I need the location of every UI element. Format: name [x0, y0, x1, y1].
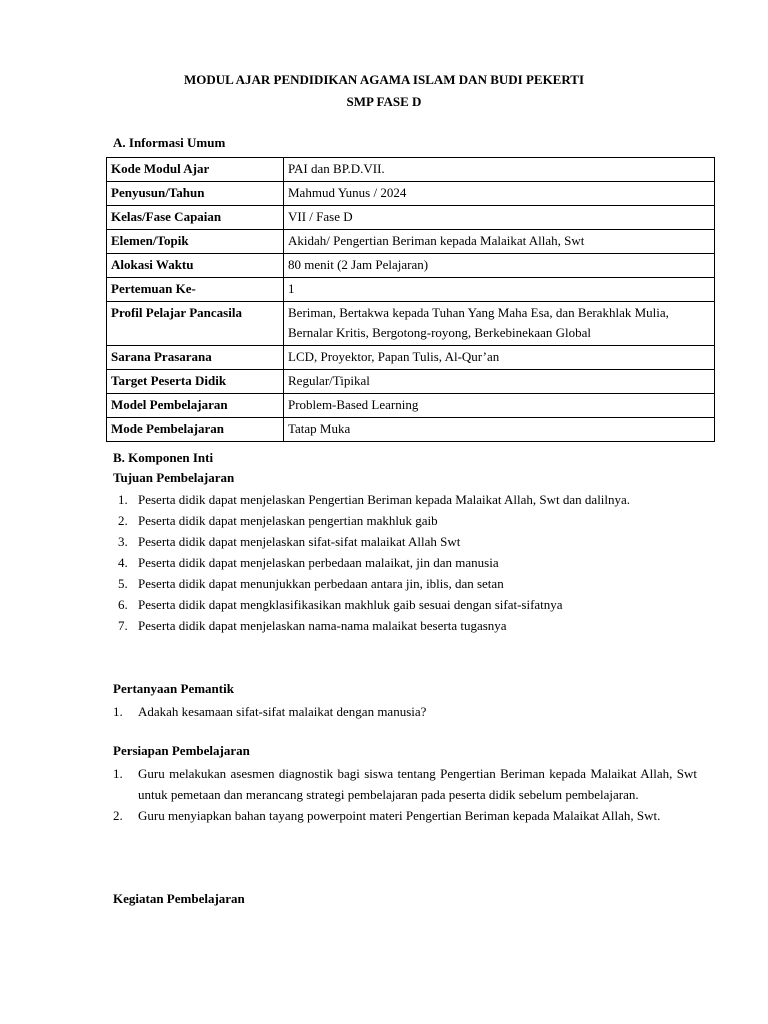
info-row: [107, 158, 715, 182]
info-value: 80 menit (2 Jam Pelajaran): [284, 254, 715, 278]
info-value: Problem-Based Learning: [284, 394, 715, 418]
tujuan-list: [118, 489, 678, 636]
list-text: Peserta didik dapat menjelaskan nama-nama malaikat beserta tugasnya: [138, 618, 507, 633]
info-value: VII / Fase D: [284, 206, 715, 230]
list-item: [113, 763, 697, 805]
info-row: [107, 182, 715, 206]
info-value: Beriman, Bertakwa kepada Tuhan Yang Maha Esa, dan Berakhlak Mulia, Bernalar Kritis, Bergotong-royong, Berkebinekaan Global: [284, 302, 715, 346]
list-number: 1.: [118, 492, 128, 507]
info-key: Elemen/Topik: [107, 230, 284, 254]
list-text: Guru melakukan asesmen diagnostik bagi siswa tentang Pengertian Beriman kepada Malaikat Allah, Swt untuk pemetaan dan merancang strategi pembelajaran pada peserta didik sebelum pembelajaran.: [138, 766, 697, 802]
list-number: 5.: [118, 576, 128, 591]
info-key: Target Peserta Didik: [107, 370, 284, 394]
info-key: Penyusun/Tahun: [107, 182, 284, 206]
info-row: [107, 230, 715, 254]
list-text: Adakah kesamaan sifat-sifat malaikat dengan manusia?: [138, 704, 427, 719]
list-item: [118, 552, 678, 573]
list-number: 7.: [118, 618, 128, 633]
list-number: 6.: [118, 597, 128, 612]
info-row: [107, 394, 715, 418]
list-number: 2.: [118, 513, 128, 528]
info-key: Kode Modul Ajar: [107, 158, 284, 182]
list-item: [118, 615, 678, 636]
document-subtitle: SMP FASE D: [346, 94, 422, 109]
info-key: Model Pembelajaran: [107, 394, 284, 418]
document-title: MODUL AJAR PENDIDIKAN AGAMA ISLAM DAN BUDI PEKERTI: [183, 72, 585, 87]
list-item: [118, 594, 678, 615]
persiapan-list: [113, 763, 697, 826]
info-row: [107, 254, 715, 278]
info-row: [107, 370, 715, 394]
info-row: [107, 418, 715, 442]
list-text: Peserta didik dapat menjelaskan perbedaan malaikat, jin dan manusia: [138, 555, 499, 570]
info-row: [107, 278, 715, 302]
section-a-heading: A. Informasi Umum: [113, 135, 226, 150]
info-key: Kelas/Fase Capaian: [107, 206, 284, 230]
section-b-heading: B. Komponen Inti: [113, 450, 214, 465]
list-number: 4.: [118, 555, 128, 570]
list-text: Peserta didik dapat menjelaskan pengertian makhluk gaib: [138, 513, 438, 528]
list-item: [118, 531, 678, 552]
list-number: 1.: [113, 766, 123, 781]
list-item: [113, 701, 693, 722]
info-value: LCD, Proyektor, Papan Tulis, Al-Qur’an: [284, 346, 715, 370]
info-key: Sarana Prasarana: [107, 346, 284, 370]
list-item: [118, 489, 678, 510]
list-text: Peserta didik dapat menunjukkan perbedaan antara jin, iblis, dan setan: [138, 576, 504, 591]
list-text: Peserta didik dapat menjelaskan Pengertian Beriman kepada Malaikat Allah, Swt dan dalilnya.: [138, 492, 631, 507]
info-row: [107, 302, 715, 346]
list-number: 1.: [113, 704, 123, 719]
list-number: 2.: [113, 808, 123, 823]
info-value: Regular/Tipikal: [284, 370, 715, 394]
info-row: [107, 206, 715, 230]
info-row: [107, 346, 715, 370]
list-item: [118, 510, 678, 531]
list-text: Guru menyiapkan bahan tayang powerpoint materi Pengertian Beriman kepada Malaikat Allah, Swt.: [138, 808, 661, 823]
info-value: PAI dan BP.D.VII.: [284, 158, 715, 182]
info-key: Pertemuan Ke-: [107, 278, 284, 302]
info-key: Profil Pelajar Pancasila: [107, 302, 284, 346]
list-number: 3.: [118, 534, 128, 549]
info-value: Mahmud Yunus / 2024: [284, 182, 715, 206]
info-key: Mode Pembelajaran: [107, 418, 284, 442]
list-item: [113, 805, 697, 826]
info-value: Akidah/ Pengertian Beriman kepada Malaikat Allah, Swt: [284, 230, 715, 254]
list-text: Peserta didik dapat menjelaskan sifat-sifat malaikat Allah Swt: [138, 534, 461, 549]
kegiatan-heading: Kegiatan Pembelajaran: [113, 891, 245, 906]
info-table: [106, 157, 715, 442]
info-value: Tatap Muka: [284, 418, 715, 442]
persiapan-heading: Persiapan Pembelajaran: [113, 743, 250, 758]
info-value: 1: [284, 278, 715, 302]
list-item: [118, 573, 678, 594]
tujuan-heading: Tujuan Pembelajaran: [113, 470, 235, 485]
pemantik-list: [113, 701, 693, 722]
list-text: Peserta didik dapat mengklasifikasikan makhluk gaib sesuai dengan sifat-sifatnya: [138, 597, 563, 612]
pemantik-heading: Pertanyaan Pemantik: [113, 681, 234, 696]
info-key: Alokasi Waktu: [107, 254, 284, 278]
